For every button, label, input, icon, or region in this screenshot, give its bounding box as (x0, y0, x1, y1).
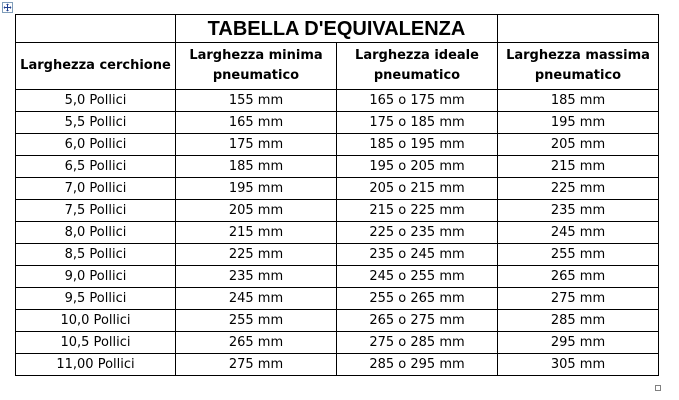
table-resize-handle[interactable] (655, 385, 661, 391)
table-row (16, 156, 659, 178)
table-body (16, 90, 659, 376)
cell-ideal-tyre-width: 255 o 265 mm (337, 288, 498, 310)
move-arrows-icon (3, 3, 12, 12)
cell-ideal-tyre-width: 215 o 225 mm (337, 200, 498, 222)
cell-ideal-tyre-width: 235 o 245 mm (337, 244, 498, 266)
cell-min-tyre-width: 265 mm (176, 332, 337, 354)
cell-rim-width: 8,5 Pollici (16, 244, 176, 266)
cell-rim-width: 5,5 Pollici (16, 112, 176, 134)
cell-max-tyre-width: 265 mm (498, 266, 659, 288)
cell-ideal-tyre-width: 185 o 195 mm (337, 134, 498, 156)
cell-rim-width: 10,0 Pollici (16, 310, 176, 332)
cell-max-tyre-width: 255 mm (498, 244, 659, 266)
header-ideal-tyre-width: Larghezza ideale pneumatico (337, 43, 498, 90)
cell-rim-width: 10,5 Pollici (16, 332, 176, 354)
table-row (16, 266, 659, 288)
cell-min-tyre-width: 195 mm (176, 178, 337, 200)
header-max-tyre-width: Larghezza massima pneumatico (498, 43, 659, 90)
header-min-tyre-width: Larghezza minima pneumatico (176, 43, 337, 90)
table-row (16, 222, 659, 244)
cell-max-tyre-width: 295 mm (498, 332, 659, 354)
cell-max-tyre-width: 205 mm (498, 134, 659, 156)
cell-min-tyre-width: 275 mm (176, 354, 337, 376)
cell-min-tyre-width: 165 mm (176, 112, 337, 134)
header-rim-width: Larghezza cerchione (16, 43, 176, 90)
cell-ideal-tyre-width: 205 o 215 mm (337, 178, 498, 200)
cell-min-tyre-width: 225 mm (176, 244, 337, 266)
table-row (16, 112, 659, 134)
cell-rim-width: 7,5 Pollici (16, 200, 176, 222)
cell-ideal-tyre-width: 195 o 205 mm (337, 156, 498, 178)
cell-min-tyre-width: 235 mm (176, 266, 337, 288)
header-row (16, 43, 659, 90)
table-row (16, 288, 659, 310)
cell-rim-width: 8,0 Pollici (16, 222, 176, 244)
cell-rim-width: 7,0 Pollici (16, 178, 176, 200)
cell-min-tyre-width: 155 mm (176, 90, 337, 112)
cell-max-tyre-width: 215 mm (498, 156, 659, 178)
cell-rim-width: 9,0 Pollici (16, 266, 176, 288)
cell-max-tyre-width: 305 mm (498, 354, 659, 376)
cell-max-tyre-width: 285 mm (498, 310, 659, 332)
cell-ideal-tyre-width: 285 o 295 mm (337, 354, 498, 376)
cell-rim-width: 11,00 Pollici (16, 354, 176, 376)
cell-rim-width: 6,5 Pollici (16, 156, 176, 178)
empty-corner-cell (16, 15, 176, 43)
table-row (16, 90, 659, 112)
cell-max-tyre-width: 275 mm (498, 288, 659, 310)
table-move-handle[interactable] (2, 2, 13, 13)
cell-max-tyre-width: 245 mm (498, 222, 659, 244)
table-row (16, 134, 659, 156)
table-title: TABELLA D'EQUIVALENZA (176, 15, 498, 43)
table-row (16, 332, 659, 354)
cell-max-tyre-width: 195 mm (498, 112, 659, 134)
cell-rim-width: 6,0 Pollici (16, 134, 176, 156)
cell-ideal-tyre-width: 265 o 275 mm (337, 310, 498, 332)
table-row (16, 244, 659, 266)
cell-min-tyre-width: 255 mm (176, 310, 337, 332)
table-row (16, 178, 659, 200)
cell-min-tyre-width: 185 mm (176, 156, 337, 178)
cell-ideal-tyre-width: 245 o 255 mm (337, 266, 498, 288)
cell-ideal-tyre-width: 225 o 235 mm (337, 222, 498, 244)
table-row (16, 200, 659, 222)
cell-min-tyre-width: 215 mm (176, 222, 337, 244)
cell-ideal-tyre-width: 275 o 285 mm (337, 332, 498, 354)
table-row (16, 310, 659, 332)
cell-rim-width: 5,0 Pollici (16, 90, 176, 112)
cell-min-tyre-width: 205 mm (176, 200, 337, 222)
cell-min-tyre-width: 245 mm (176, 288, 337, 310)
empty-title-end-cell (498, 15, 659, 43)
cell-max-tyre-width: 225 mm (498, 178, 659, 200)
cell-rim-width: 9,5 Pollici (16, 288, 176, 310)
cell-min-tyre-width: 175 mm (176, 134, 337, 156)
cell-ideal-tyre-width: 175 o 185 mm (337, 112, 498, 134)
table-row (16, 354, 659, 376)
cell-max-tyre-width: 235 mm (498, 200, 659, 222)
title-row (16, 15, 659, 43)
equivalence-table (15, 14, 659, 376)
cell-ideal-tyre-width: 165 o 175 mm (337, 90, 498, 112)
cell-max-tyre-width: 185 mm (498, 90, 659, 112)
